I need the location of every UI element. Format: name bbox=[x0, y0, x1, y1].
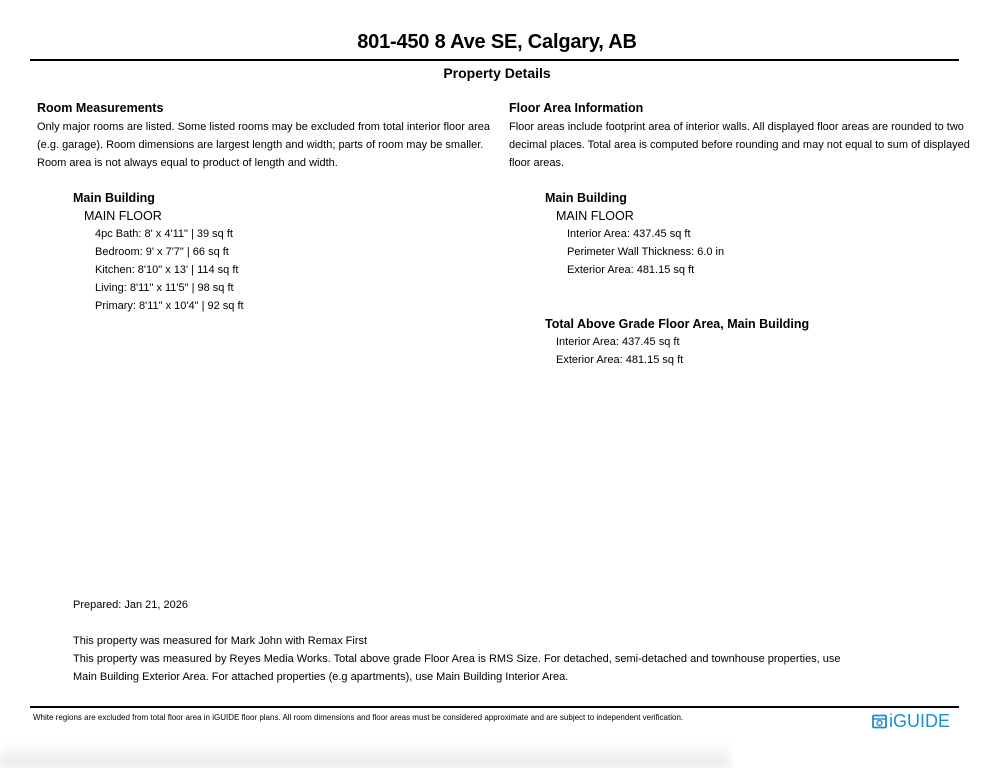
prepared-date: Prepared: Jan 21, 2026 bbox=[73, 599, 188, 611]
room-measurements-notes bbox=[37, 118, 490, 172]
floor-area-item: Exterior Area: 481.15 sq ft bbox=[567, 264, 695, 276]
total-floor-area-item: Exterior Area: 481.15 sq ft bbox=[556, 354, 684, 366]
iguide-logo bbox=[872, 710, 950, 732]
measured-by-line: This property was measured by Reyes Media Works. Total above grade Floor Area is RMS Size. For detached, semi-detached and townhouse properties, use bbox=[73, 653, 841, 665]
room-floor-heading: MAIN FLOOR bbox=[84, 209, 162, 223]
total-floor-area-item: Interior Area: 437.45 sq ft bbox=[556, 336, 680, 348]
floor-area-item: Perimeter Wall Thickness: 6.0 in bbox=[567, 246, 725, 258]
page-shadow bbox=[0, 742, 730, 768]
total-floor-area-heading: Total Above Grade Floor Area, Main Building bbox=[545, 317, 810, 331]
floor-area-building-heading: Main Building bbox=[545, 191, 627, 205]
measured-by bbox=[73, 650, 841, 686]
note-line: Only major rooms are listed. Some listed rooms may be excluded from total interior floor area bbox=[37, 121, 491, 133]
note-line: decimal places. Total area is computed before rounding and may not equal to sum of displayed bbox=[509, 139, 970, 151]
room-list bbox=[95, 225, 244, 315]
footer-disclaimer: White regions are excluded from total floor area in iGUIDE floor plans. All room dimensions and floor areas must be considered approximate and are subject to independent verification. bbox=[33, 713, 684, 722]
floor-area-item: Interior Area: 437.45 sq ft bbox=[567, 228, 691, 240]
note-line: Floor areas include footprint area of interior walls. All displayed floor areas are rounded to two bbox=[509, 121, 964, 133]
floor-area-list bbox=[567, 225, 724, 279]
note-line: floor areas. bbox=[509, 157, 565, 169]
iguide-logo-text: iGUIDE bbox=[889, 711, 951, 731]
note-line: Room area is not always equal to product of length and width. bbox=[37, 157, 338, 169]
floor-area-heading: Floor Area Information bbox=[509, 101, 644, 115]
room-item: 4pc Bath: 8' x 4'11" | 39 sq ft bbox=[95, 228, 233, 240]
room-item: Kitchen: 8'10" x 13' | 114 sq ft bbox=[95, 264, 239, 276]
floor-area-floor-heading: MAIN FLOOR bbox=[556, 209, 634, 223]
room-measurements-heading: Room Measurements bbox=[37, 101, 164, 115]
room-item: Living: 8'11" x 11'5" | 98 sq ft bbox=[95, 282, 234, 294]
measured-by-line: Main Building Exterior Area. For attached properties (e.g apartments), use Main Building Interior Area. bbox=[73, 671, 569, 683]
measured-for: This property was measured for Mark John with Remax First bbox=[73, 635, 368, 647]
footer-divider bbox=[30, 706, 959, 708]
header-divider bbox=[30, 59, 959, 61]
room-item: Bedroom: 9' x 7'7" | 66 sq ft bbox=[95, 246, 229, 258]
iguide-camera-icon bbox=[872, 714, 887, 729]
floor-area-notes bbox=[509, 118, 970, 172]
room-item: Primary: 8'11" x 10'4" | 92 sq ft bbox=[95, 300, 244, 312]
note-line: (e.g. garage). Room dimensions are largest length and width; parts of room may be smaller. bbox=[37, 139, 484, 151]
room-building-heading: Main Building bbox=[73, 191, 155, 205]
page-subtitle: Property Details bbox=[443, 65, 551, 81]
page-title: 801-450 8 Ave SE, Calgary, AB bbox=[357, 31, 637, 53]
total-floor-area-list bbox=[556, 333, 683, 369]
